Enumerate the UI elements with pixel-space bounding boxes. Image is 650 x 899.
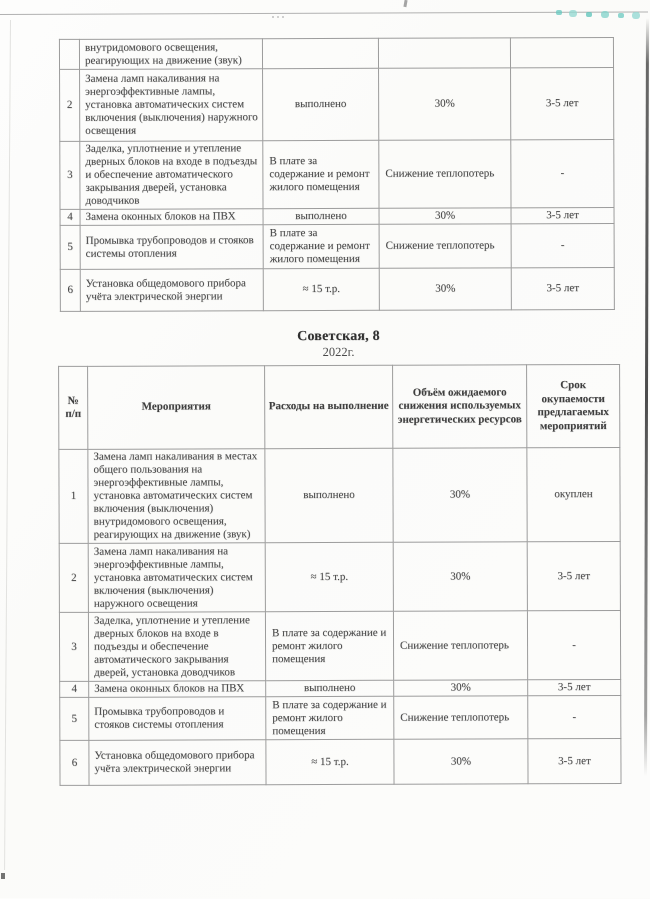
- period-cell: 3-5 лет: [511, 67, 614, 139]
- measures-table-main: [58, 364, 621, 786]
- header-measures: Мероприятия: [88, 366, 265, 450]
- scan-artifact-dots: [272, 16, 274, 18]
- table-row: [59, 37, 613, 69]
- table-row: [59, 610, 620, 681]
- measure-cell: Установка общедомового прибора учёта электрической энергии: [89, 740, 266, 786]
- volume-cell: 30%: [394, 739, 528, 784]
- header-row: [59, 364, 620, 449]
- measures-table-continued: [59, 37, 615, 312]
- table-row: [60, 207, 614, 225]
- cost-cell: выполнено: [266, 680, 394, 696]
- cost-cell: [262, 38, 378, 68]
- measure-cell: Замена оконных блоков на ПВХ: [89, 681, 266, 698]
- period-cell: -: [511, 139, 614, 207]
- row-number-cell: 2: [59, 543, 88, 612]
- measure-cell: Замена оконных блоков на ПВХ: [80, 209, 263, 226]
- period-cell: 3-5 лет: [511, 207, 614, 223]
- table-row: [60, 679, 621, 697]
- period-cell: [510, 37, 613, 67]
- row-number-cell: 4: [60, 209, 80, 225]
- row-number-cell: 3: [59, 612, 88, 681]
- measure-cell: Промывка трубопроводов и стояков системы отопления: [89, 697, 266, 741]
- period-cell: 3-5 лет: [528, 738, 621, 783]
- row-number-cell: 4: [60, 681, 89, 697]
- cost-cell: ≈ 15 т.р.: [263, 268, 379, 310]
- volume-cell: 30%: [379, 208, 511, 224]
- row-number-cell: 1: [59, 449, 88, 543]
- volume-cell: 30%: [393, 448, 527, 542]
- period-cell: 3-5 лет: [527, 541, 620, 610]
- row-number-cell: 6: [60, 269, 80, 311]
- row-number-cell: 6: [60, 740, 89, 785]
- row-number-cell: 5: [60, 697, 89, 740]
- volume-cell: Снижение теплопотерь: [379, 140, 511, 208]
- measure-cell: Заделка, уплотнение и утепление дверных блоков на входе в подъезды и обеспечение автоматического закрывания дверей, установка доводчиков: [88, 612, 265, 682]
- table-row: [60, 67, 614, 141]
- volume-cell: 30%: [379, 268, 511, 310]
- cost-cell: выполнено: [263, 68, 379, 140]
- table-row: [59, 447, 620, 543]
- row-number-cell: 2: [60, 69, 80, 141]
- volume-cell: 30%: [393, 542, 527, 611]
- period-cell: -: [527, 610, 620, 679]
- cost-cell: В плате за содержание и ремонт жилого помещения: [266, 696, 394, 739]
- section-year: 2022г.: [322, 344, 355, 360]
- row-number-cell: 3: [60, 141, 80, 209]
- table-row: [60, 695, 621, 740]
- table-row: [60, 223, 614, 269]
- table-row: [60, 267, 614, 311]
- period-cell: -: [528, 695, 621, 738]
- scan-artifact-speck: [1, 873, 5, 879]
- measure-cell: Заделка, уплотнение и утепление дверных блоков на входе в подъезды и обеспечение автоматического закрывания дверей, установка доводчиков: [80, 141, 263, 210]
- volume-cell: 30%: [379, 68, 511, 140]
- measure-cell: внутридомового освещения, реагирующих на движение (звук): [79, 39, 262, 70]
- volume-cell: [378, 38, 510, 68]
- header-num: № п/п: [59, 366, 88, 449]
- measure-cell: Замена ламп накаливания в местах общего пользования на энергоэффективные лампы, установка автоматических систем включения (выключения) внутридомового освещения, реагирующих на движение (звук): [88, 449, 265, 544]
- table-row: [60, 738, 621, 785]
- measure-cell: Установка общедомового прибора учёта электрической энергии: [80, 269, 263, 312]
- volume-cell: Снижение теплопотерь: [379, 224, 511, 268]
- cost-cell: В плате за содержание и ремонт жилого помещения: [265, 611, 393, 680]
- cost-cell: В плате за содержание и ремонт жилого помещения: [263, 140, 379, 208]
- cost-cell: ≈ 15 т.р.: [266, 739, 394, 784]
- period-cell: 3-5 лет: [511, 267, 614, 309]
- measure-cell: Замена ламп накаливания на энергоэффективные лампы, установка автоматических систем включения (выключения) наружного освещения: [88, 543, 265, 613]
- cost-cell: выполнено: [265, 448, 393, 542]
- measure-cell: Промывка трубопроводов и стояков системы отопления: [80, 225, 263, 270]
- cost-cell: выполнено: [263, 208, 379, 224]
- cost-cell: ≈ 15 т.р.: [265, 542, 393, 611]
- scan-teal-smudge: [556, 10, 562, 15]
- volume-cell: 30%: [394, 680, 528, 696]
- period-cell: -: [511, 223, 614, 267]
- table-row: [60, 139, 614, 209]
- volume-cell: Снижение теплопотерь: [394, 696, 528, 739]
- volume-cell: Снижение теплопотерь: [393, 611, 527, 680]
- header-period: Срок окупаемости предлагаемых мероприятий: [527, 364, 620, 447]
- period-cell: окуплен: [527, 447, 620, 541]
- cost-cell: В плате за содержание и ремонт жилого помещения: [263, 224, 379, 268]
- header-volume: Объём ожидаемого снижения используемых энергетических ресурсов: [393, 365, 527, 448]
- section-title-block: [58, 328, 619, 361]
- table-row: [59, 541, 620, 612]
- period-cell: 3-5 лет: [528, 679, 621, 695]
- section-title: Советская, 8: [297, 328, 380, 345]
- row-number-cell: 5: [60, 225, 80, 269]
- row-number-cell: [59, 39, 79, 69]
- measure-cell: Замена ламп накаливания на энергоэффективные лампы, установка автоматических систем включения (выключения) наружного освещения: [80, 69, 263, 142]
- header-costs: Расходы на выполнение: [265, 365, 393, 448]
